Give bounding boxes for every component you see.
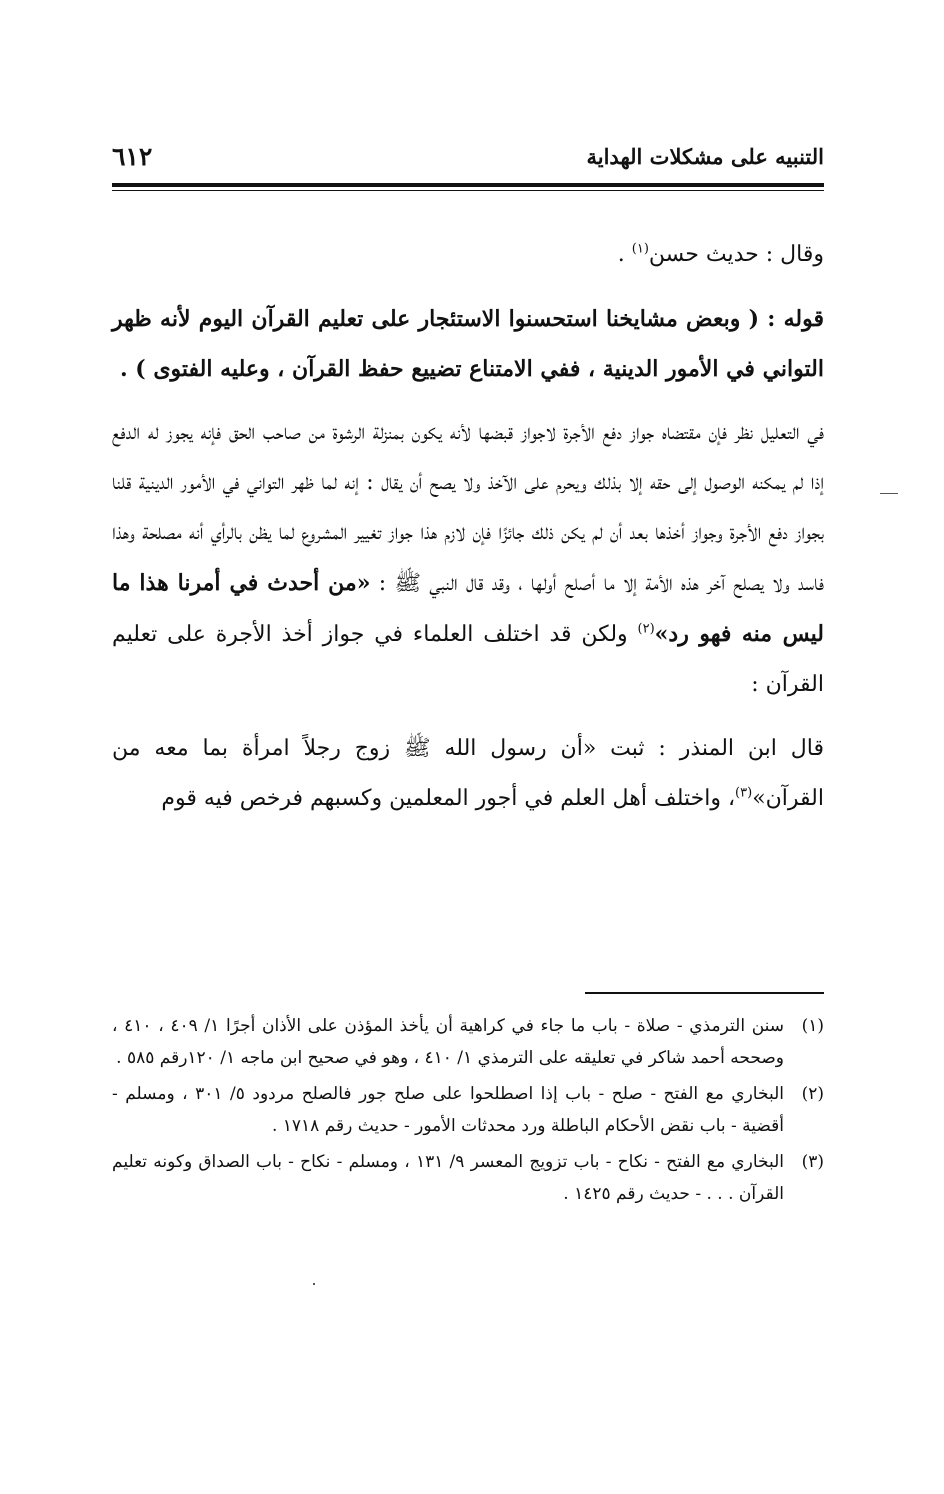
footnote-text: سنن الترمذي - صلاة - باب ما جاء في كراهية أن يأخذ المؤذن على الأذان أجرًا ١/ ٤٠٩ ، ٤١٠ ، وصححه أحمد شاكر في تعليقه على الترمذي ١/ ٤١٠ ، وهو في صحيح ابن ماجه ١/ ١٢٠رقم ٥٨٥ . xyxy=(112,1016,785,1068)
footnote-ref-2: (٢) xyxy=(637,621,655,637)
scan-mark xyxy=(880,493,898,494)
scan-mark xyxy=(313,1283,315,1285)
main-text xyxy=(112,230,824,824)
footnote xyxy=(112,1146,824,1210)
commentary-paragraph: في التعليل نظر فإن مقتضاه جواز دفع الأجرة لاجواز قبضها لأنه يكون بمنزلة الرشوة من صاحب الحق فإنه يجوز له الدفع إذا لم يمكنه الوصول إلى حقه إلا بذلك ويحرم على الآخذ ولا يصح أن يقال : إنه لما ظهر التواني في الأمور الدينية قلنا بجواز دفع الأجرة وجواز أخذها بعد أن لم يكن ذلك جائزًا فإن لازم هذا جواز تغيير المشروع لما يظن بالرأي أنه مصلحة وهذا فاسد ولا يصلح آخر هذه الأمة إلا ما أصلح أولها ، وقد قال النبي ﷺ : «من أحدث في أمرنا هذا ما ليس منه فهو رد»$^{(٢)}$ ولكن قد اختلف العلماء في جواز أخذ الأجرة على تعليم القرآن : xyxy=(112,420,825,697)
page-header xyxy=(112,134,824,178)
footnote-number: (٣) xyxy=(801,1152,824,1172)
footnote-ref-1: (١) xyxy=(631,241,649,257)
quoted-text: قوله : ( وبعض مشايخنا استحسنوا الاستئجار على تعليم القرآن اليوم لأنه ظهر التواني في الأمور الدينية ، ففي الامتناع تضييع حفظ القرآن ، وعليه الفتوى ) . xyxy=(112,306,824,382)
page-number: ٦١٢ xyxy=(112,141,153,171)
footnote-ref-3: (٣) xyxy=(735,785,753,801)
header-rule-thick xyxy=(112,183,824,187)
footnote-separator xyxy=(585,992,824,994)
footnote-number: (٢) xyxy=(801,1084,824,1104)
header-rule-thin xyxy=(112,190,824,191)
footnote-text: البخاري مع الفتح - نكاح - باب تزويج المعسر ٩/ ١٣١ ، ومسلم - نكاح - باب الصداق وكونه تعليم القرآن . . . - حديث رقم ١٤٢٥ . xyxy=(112,1152,785,1204)
opening-line: وقال : حديث حسن$^{(١)}$ . xyxy=(617,241,824,267)
hadith-quote: «من أحدث في أمرنا هذا ما ليس منه فهو رد» xyxy=(112,570,825,647)
footnote xyxy=(112,1078,824,1142)
footnote-text: البخاري مع الفتح - صلح - باب إذا اصطلحوا على صلح جور فالصلح مردود ٥/ ٣٠١ ، ومسلم - أقضية - باب نقض الأحكام الباطلة ورد محدثات الأمور - حديث رقم ١٧١٨ . xyxy=(112,1084,784,1136)
footnote xyxy=(112,1010,824,1074)
running-title: التنبيه على مشكلات الهداية xyxy=(586,143,824,169)
footnote-number: (١) xyxy=(801,1016,824,1036)
ibn-almundhir-paragraph: قال ابن المنذر : ثبت «أن رسول الله ﷺ زوج رجلاً امرأة بما معه من القرآن»$^{(٣)}$، واختلف أهل العلم في أجور المعلمين وكسبهم فرخص فيه قوم xyxy=(112,736,824,811)
footnotes xyxy=(112,1010,824,1214)
